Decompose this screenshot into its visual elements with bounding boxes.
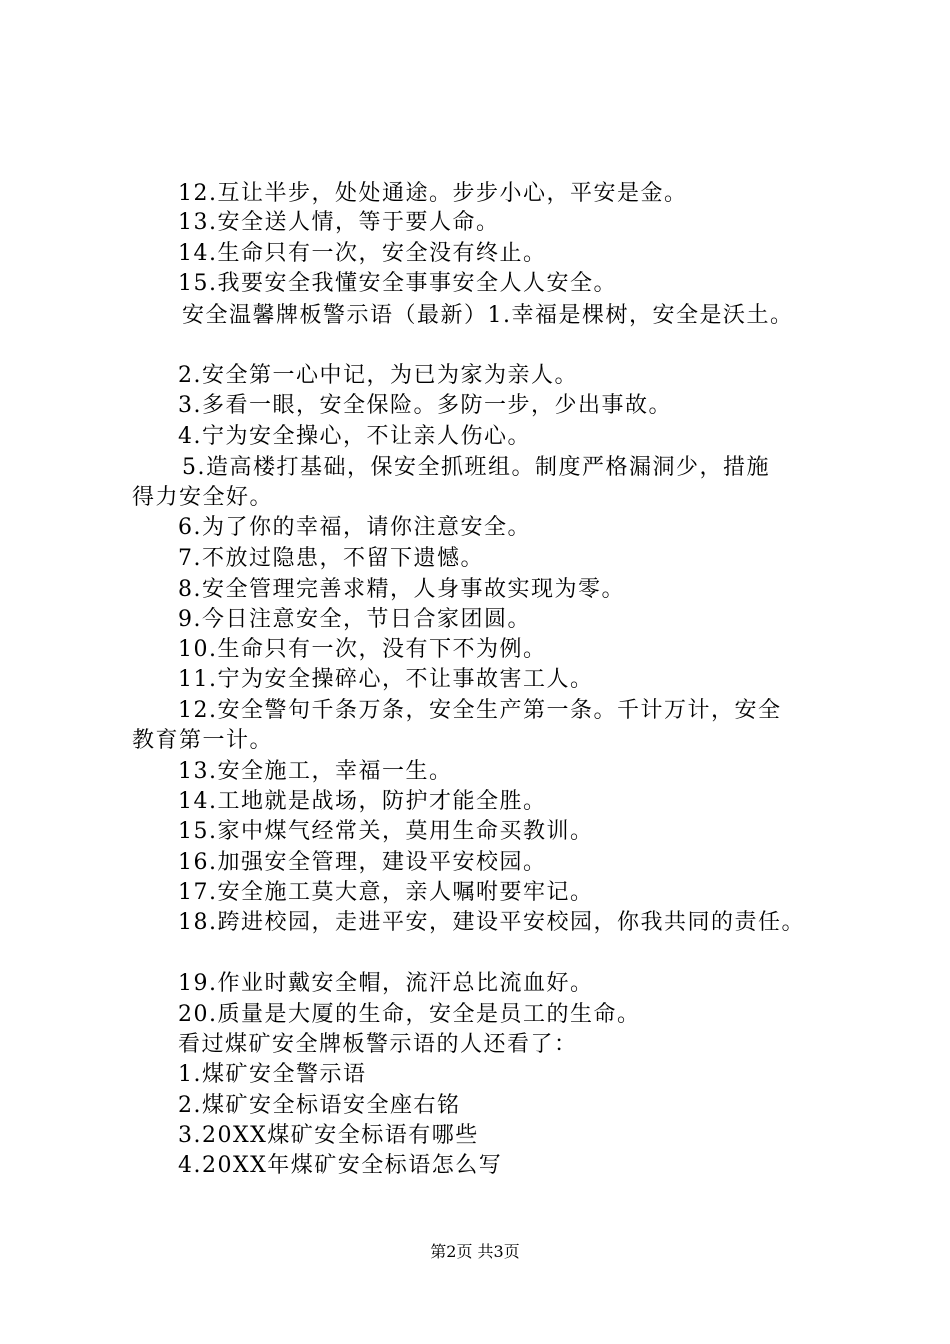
- text-line: 12.互让半步，处处通途。步步小心，平安是金。: [178, 181, 688, 206]
- text-line: 12.安全警句千条万条，安全生产第一条。千计万计，安全: [178, 698, 782, 723]
- text-line: 4.宁为安全操心，不让亲人伤心。: [178, 424, 531, 449]
- text-line: 5.造高楼打基础，保安全抓班组。制度严格漏洞少，措施: [182, 455, 770, 480]
- text-line: 13.安全送人情，等于要人命。: [178, 210, 500, 235]
- text-line: 得力安全好。: [132, 485, 274, 510]
- text-line: 18.跨进校园，走进平安，建设平安校园，你我共同的责任。: [178, 910, 805, 935]
- text-line: 14.工地就是战场，防护才能全胜。: [178, 789, 547, 814]
- page-number-label: 第2页 共3页: [430, 1242, 520, 1261]
- text-line: 11.宁为安全操碎心，不让事故害工人。: [178, 667, 594, 692]
- text-line: 教育第一计。: [132, 728, 274, 753]
- text-line: 安全温馨牌板警示语（最新）1.幸福是棵树，安全是沃土。: [182, 303, 794, 328]
- text-line: 9.今日注意安全，节日合家团圆。: [178, 607, 531, 632]
- text-line: 看过煤矿安全牌板警示语的人还看了：: [178, 1032, 578, 1057]
- text-line: 16.加强安全管理，建设平安校园。: [178, 850, 547, 875]
- text-line: 8.安全管理完善求精，人身事故实现为零。: [178, 577, 625, 602]
- text-line: 2.煤矿安全标语安全座右铭: [178, 1093, 461, 1118]
- page-footer: [0, 1242, 950, 1262]
- text-line: 1.煤矿安全警示语: [178, 1062, 367, 1087]
- text-line: 15.我要安全我懂安全事事安全人人安全。: [178, 271, 617, 296]
- text-line: 19.作业时戴安全帽，流汗总比流血好。: [178, 971, 594, 996]
- text-line: 10.生命只有一次，没有下不为例。: [178, 637, 547, 662]
- text-line: 3.多看一眼，安全保险。多防一步，少出事故。: [178, 393, 672, 418]
- text-line: 2.安全第一心中记，为已为家为亲人。: [178, 363, 578, 388]
- text-line: 14.生命只有一次，安全没有终止。: [178, 241, 547, 266]
- text-line: 3.20XX煤矿安全标语有哪些: [178, 1123, 479, 1148]
- text-line: 4.20XX年煤矿安全标语怎么写: [178, 1153, 503, 1178]
- text-line: 17.安全施工莫大意，亲人嘱咐要牢记。: [178, 880, 594, 905]
- text-line: 13.安全施工，幸福一生。: [178, 759, 453, 784]
- text-line: 15.家中煤气经常关，莫用生命买教训。: [178, 819, 594, 844]
- text-line: 20.质量是大厦的生命，安全是员工的生命。: [178, 1002, 641, 1027]
- text-line: 7.不放过隐患，不留下遗憾。: [178, 546, 484, 571]
- text-line: 6.为了你的幸福，请你注意安全。: [178, 515, 531, 540]
